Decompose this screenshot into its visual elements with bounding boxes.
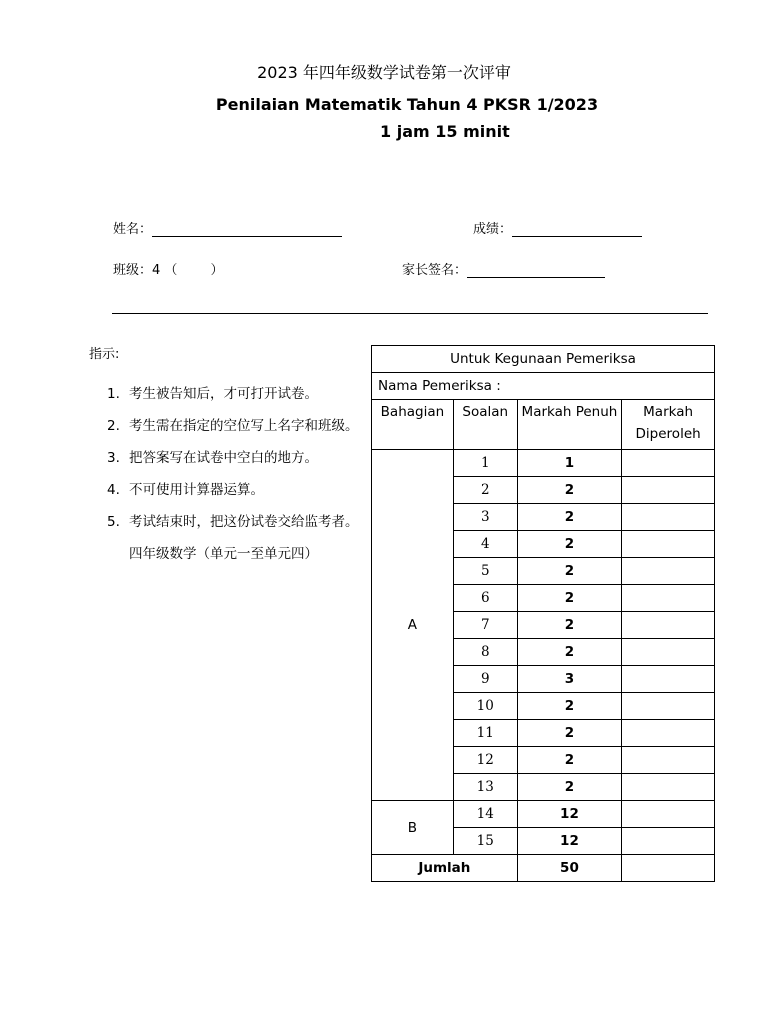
col-header-obtained: Markah Diperoleh: [622, 400, 715, 450]
obtained-marks-cell[interactable]: [622, 747, 715, 774]
total-value: 50: [517, 855, 622, 882]
col-header-section: Bahagian: [372, 400, 454, 450]
col-header-question: Soalan: [453, 400, 517, 450]
question-number-cell: 11: [453, 720, 517, 747]
obtained-marks-cell[interactable]: [622, 504, 715, 531]
full-marks-cell: 2: [517, 639, 622, 666]
score-field: [473, 218, 642, 237]
instructions-list: [107, 378, 367, 570]
total-label: Jumlah: [372, 855, 518, 882]
parent-signature-line: [467, 263, 605, 278]
parent-signature-field: [402, 259, 605, 278]
divider: [112, 313, 708, 314]
question-number-cell: 4: [453, 531, 517, 558]
question-number-cell: 8: [453, 639, 517, 666]
full-marks-cell: 2: [517, 504, 622, 531]
obtained-marks-cell[interactable]: [622, 720, 715, 747]
question-number-cell: 12: [453, 747, 517, 774]
full-marks-cell: 2: [517, 747, 622, 774]
question-number-cell: 2: [453, 477, 517, 504]
obtained-marks-cell[interactable]: [622, 666, 715, 693]
instruction-item: 4. 不可使用计算器运算。: [107, 482, 264, 498]
parent-signature-label: 家长签名：: [402, 263, 468, 278]
full-marks-cell: 2: [517, 558, 622, 585]
full-marks-cell: 2: [517, 531, 622, 558]
name-label: 姓名：: [113, 222, 153, 237]
col-header-full-marks: Markah Penuh: [517, 400, 622, 450]
question-number-cell: 14: [453, 801, 517, 828]
obtained-marks-cell[interactable]: [622, 558, 715, 585]
question-number-cell: 15: [453, 828, 517, 855]
instruction-item: 5. 考试结束时，把这份试卷交给监考者。四年级数学（单元一至单元四）: [107, 514, 359, 562]
class-label: 班级：4 （ ）: [113, 263, 224, 278]
question-number-cell: 10: [453, 693, 517, 720]
score-line: [512, 222, 642, 237]
name-line: [152, 222, 342, 237]
full-marks-cell: 12: [517, 801, 622, 828]
examiner-table: [371, 345, 715, 882]
question-number-cell: 3: [453, 504, 517, 531]
instructions-title: 指示:: [89, 347, 120, 362]
section-cell: B: [372, 801, 454, 855]
question-number-cell: 13: [453, 774, 517, 801]
table-row: [372, 801, 715, 828]
instruction-item: 3. 把答案写在试卷中空白的地方。: [107, 450, 318, 466]
title-chinese: 2023 年四年级数学试卷第一次评审: [257, 63, 511, 82]
obtained-marks-cell[interactable]: [622, 828, 715, 855]
section-cell: A: [372, 450, 454, 801]
instruction-item: 2. 考生需在指定的空位写上名字和班级。: [107, 418, 359, 434]
full-marks-cell: 2: [517, 477, 622, 504]
full-marks-cell: 3: [517, 666, 622, 693]
full-marks-cell: 2: [517, 720, 622, 747]
instruction-item: 1. 考生被告知后，才可打开试卷。: [107, 386, 318, 402]
obtained-marks-cell[interactable]: [622, 774, 715, 801]
obtained-marks-cell[interactable]: [622, 585, 715, 612]
full-marks-cell: 2: [517, 774, 622, 801]
exam-duration: 1 jam 15 minit: [380, 122, 510, 141]
examiner-table-body: [372, 450, 715, 855]
examiner-name-label: Nama Pemeriksa :: [372, 373, 715, 400]
examiner-table-title: Untuk Kegunaan Pemeriksa: [372, 346, 715, 373]
score-label: 成绩：: [473, 222, 513, 237]
full-marks-cell: 2: [517, 693, 622, 720]
obtained-marks-cell[interactable]: [622, 531, 715, 558]
full-marks-cell: 12: [517, 828, 622, 855]
obtained-marks-cell[interactable]: [622, 450, 715, 477]
obtained-marks-cell[interactable]: [622, 612, 715, 639]
obtained-marks-cell[interactable]: [622, 639, 715, 666]
title-malay: Penilaian Matematik Tahun 4 PKSR 1/2023: [215, 95, 599, 114]
question-number-cell: 6: [453, 585, 517, 612]
obtained-marks-cell[interactable]: [622, 801, 715, 828]
question-number-cell: 9: [453, 666, 517, 693]
obtained-marks-cell[interactable]: [622, 477, 715, 504]
question-number-cell: 7: [453, 612, 517, 639]
name-field: [113, 218, 342, 237]
question-number-cell: 1: [453, 450, 517, 477]
full-marks-cell: 2: [517, 585, 622, 612]
full-marks-cell: 2: [517, 612, 622, 639]
total-obtained-cell[interactable]: [622, 855, 715, 882]
question-number-cell: 5: [453, 558, 517, 585]
obtained-marks-cell[interactable]: [622, 693, 715, 720]
class-field: [113, 259, 223, 278]
table-row: [372, 450, 715, 477]
full-marks-cell: 1: [517, 450, 622, 477]
